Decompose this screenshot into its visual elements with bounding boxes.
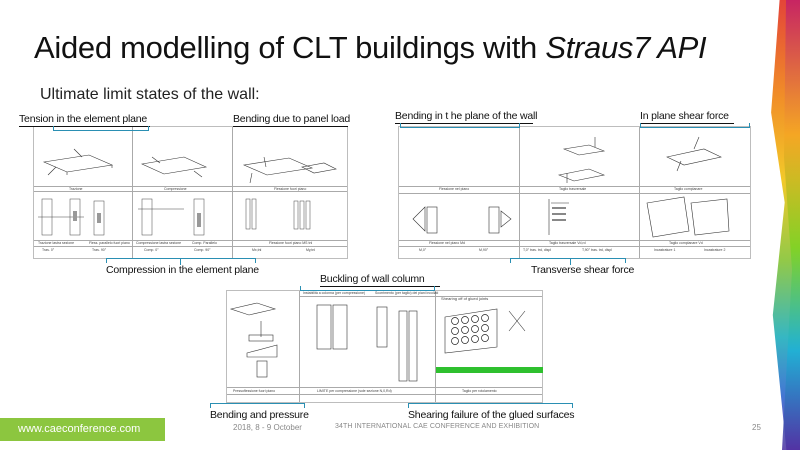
callout-underline xyxy=(233,126,348,127)
title-italic: Straus7 API xyxy=(545,30,707,65)
callout-compression: Compression in the element plane xyxy=(106,264,259,276)
table-cell: Tras. 0° xyxy=(42,248,55,252)
table-cell: M,90° xyxy=(479,248,489,252)
callout-bracket xyxy=(408,403,573,408)
table-cell: Incastrature 1 xyxy=(654,248,676,252)
callout-bracket xyxy=(300,286,435,291)
table-header: Taglio complanare xyxy=(674,187,703,191)
table-header: Taglio trasversale xyxy=(559,187,587,191)
panel-buckling-shear-failure xyxy=(226,290,543,403)
table-cell: Comp. 0° xyxy=(144,248,159,252)
table-cell: T,0° tras. trd, displ xyxy=(523,248,552,252)
table-cell: Comp. Parallelo xyxy=(192,241,217,245)
table-cell: Taglio trasversale Vd,rd xyxy=(549,241,586,245)
title-main: Aided modelling of CLT buildings with xyxy=(34,30,546,65)
table-cell: Tras. 90° xyxy=(92,248,107,252)
table-cell: Fless. parallelo fuori piano xyxy=(89,241,130,245)
panel-inplane-shear-bending xyxy=(398,126,751,259)
page-number: 25 xyxy=(752,423,761,432)
table-cell: Taglio per rotolamento xyxy=(462,389,497,393)
table-cell: LIMITE per compressione (sole sezione N,0,Rd) xyxy=(317,389,392,393)
table-header: Scorrimento (per taglio) dei piani incollati xyxy=(375,291,439,295)
table-header: Flessione fuori piano xyxy=(274,187,307,191)
panel-tension-compression-bending xyxy=(33,126,348,259)
callout-bending-panel: Bending due to panel load xyxy=(233,113,351,125)
panel2-drawings xyxy=(399,127,752,260)
table-cell: Incastrature 2 xyxy=(704,248,726,252)
callout-bracket xyxy=(640,123,750,128)
table-cell: Taglio complanare Vd xyxy=(669,241,703,245)
callout-bracket xyxy=(53,126,149,131)
table-cell: Mx,tnl xyxy=(252,248,262,252)
table-header: Instabilità a colonna (per compressione) xyxy=(303,291,366,295)
table-cell: Comp. 90° xyxy=(194,248,211,252)
table-cell: Pressoflessione fuori piano xyxy=(233,389,276,393)
table-cell: Compressione lastra sezione xyxy=(136,241,182,245)
table-cell: My,tnl xyxy=(306,248,316,252)
callout-tension: Tension in the element plane xyxy=(19,113,148,125)
table-header: Trazione xyxy=(69,187,83,191)
table-cell: T,90° tras. trd, displ xyxy=(582,248,612,252)
panel3-drawings xyxy=(227,291,544,404)
highlight-bar xyxy=(436,367,543,373)
inner-label: Shearing off of glued joints xyxy=(441,296,489,301)
table-cell: Flessione nel piano Md xyxy=(429,241,465,245)
callout-buckling: Buckling of wall column xyxy=(320,273,425,285)
callout-bracket xyxy=(400,123,520,128)
slide-subtitle: Ultimate limit states of the wall: xyxy=(40,86,260,103)
callout-bending-plane: Bending in t he plane of the wall xyxy=(395,110,538,122)
table-header: Flessione nel piano xyxy=(439,187,470,191)
footer-website-link[interactable]: www.caeconference.com xyxy=(0,418,165,441)
table-header: Compressione xyxy=(164,187,187,191)
callout-bracket xyxy=(510,258,626,263)
table-cell: Flessione fuori piano MS tnl xyxy=(269,241,313,245)
callout-inplane-shear: In plane shear force xyxy=(640,110,729,122)
callout-bracket xyxy=(210,403,305,408)
callout-bracket xyxy=(106,258,256,263)
table-cell: M,0° xyxy=(419,248,427,252)
footer-conference-name: 34TH INTERNATIONAL CAE CONFERENCE AND EXHIBITION xyxy=(335,423,540,430)
callout-transverse-shear: Transverse shear force xyxy=(531,264,635,276)
footer-date: 2018, 8 - 9 October xyxy=(233,423,302,432)
panel1-drawings xyxy=(34,127,349,260)
slide-title xyxy=(34,30,706,66)
table-cell: Trazione lastra sezione xyxy=(38,241,75,245)
callout-shearing-failure: Shearing failure of the glued surfaces xyxy=(408,409,575,421)
callout-bending-pressure: Bending and pressure xyxy=(210,409,309,421)
